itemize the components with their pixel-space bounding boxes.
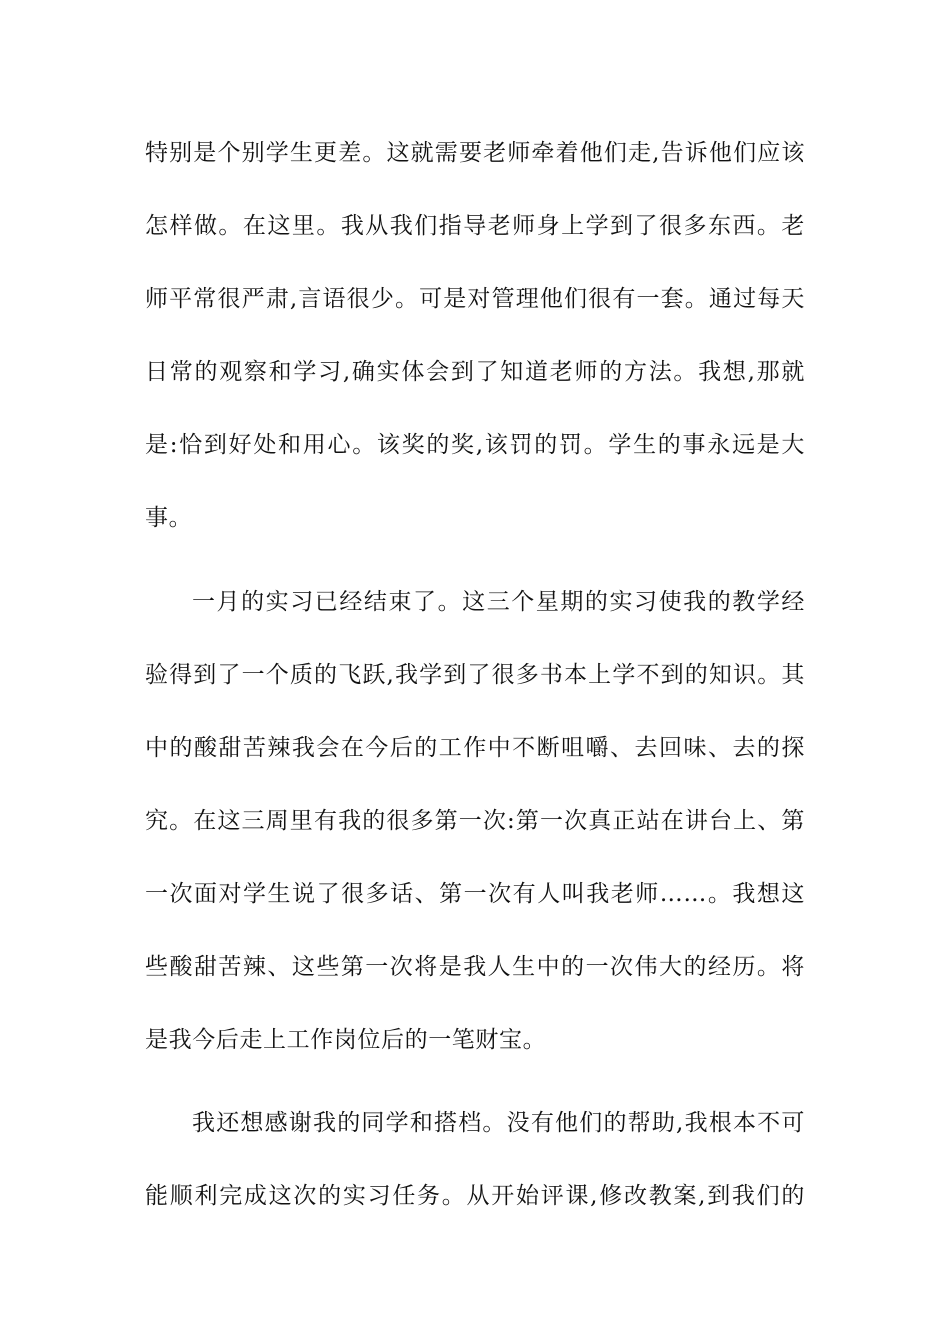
text-line: 中的酸甜苦辣我会在今后的工作中不断咀嚼、去回味、去的探 bbox=[145, 735, 805, 761]
text-line: 师平常很严肃,言语很少。可是对管理他们很有一套。通过每天 bbox=[145, 286, 805, 312]
text-line: 是我今后走上工作岗位后的一笔财宝。 bbox=[145, 1027, 547, 1053]
text-line: 验得到了一个质的飞跃,我学到了很多书本上学不到的知识。其 bbox=[145, 662, 805, 688]
text-line: 些酸甜苦辣、这些第一次将是我人生中的一次伟大的经历。将 bbox=[145, 954, 805, 980]
text-line: 究。在这三周里有我的很多第一次:第一次真正站在讲台上、第 bbox=[145, 808, 805, 834]
text-line: 日常的观察和学习,确实体会到了知道老师的方法。我想,那就 bbox=[145, 359, 805, 385]
text-line: 能顺利完成这次的实习任务。从开始评课,修改教案,到我们的 bbox=[145, 1183, 805, 1209]
text-line: 事。 bbox=[145, 505, 193, 531]
text-line: 怎样做。在这里。我从我们指导老师身上学到了很多东西。老 bbox=[145, 213, 805, 239]
text-line: 一月的实习已经结束了。这三个星期的实习使我的教学经 bbox=[192, 589, 805, 615]
text-line: 我还想感谢我的同学和搭档。没有他们的帮助,我根本不可 bbox=[192, 1110, 805, 1136]
text-line: 一次面对学生说了很多话、第一次有人叫我老师……。我想这 bbox=[145, 881, 805, 907]
text-line: 是:恰到好处和用心。该奖的奖,该罚的罚。学生的事永远是大 bbox=[145, 432, 805, 458]
text-line: 特别是个别学生更差。这就需要老师牵着他们走,告诉他们应该 bbox=[145, 140, 805, 166]
